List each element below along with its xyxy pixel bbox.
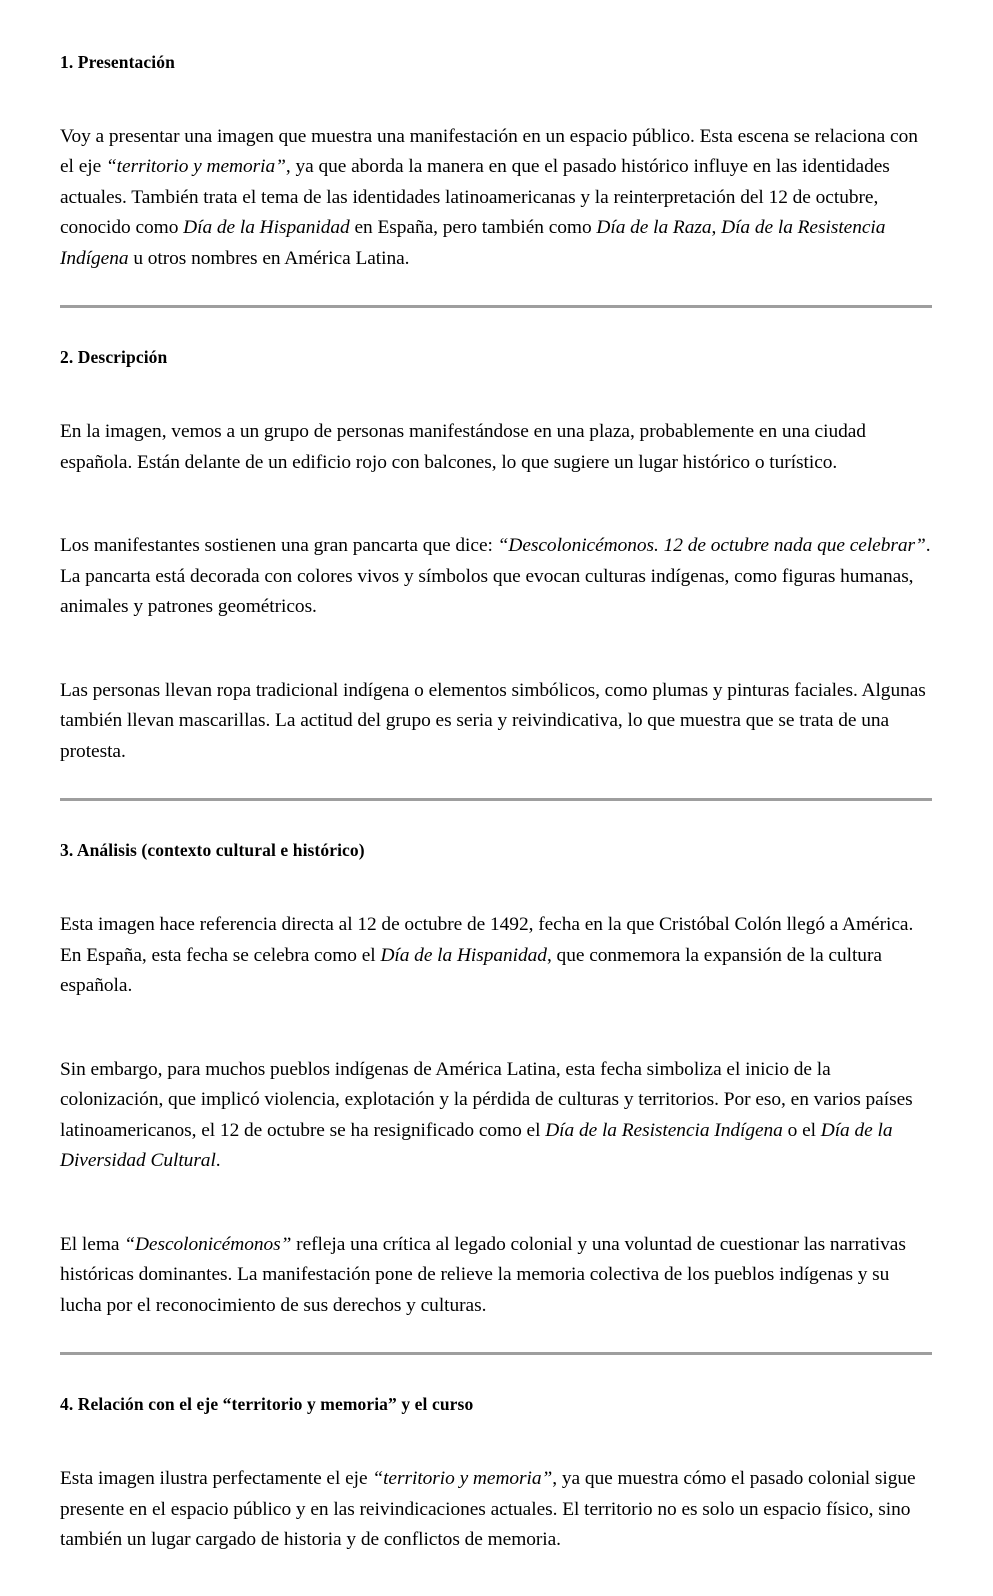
italic-run: Día de la Hispanidad — [183, 217, 350, 239]
text-run: Esta imagen hace referencia directa al 12 de octubre de 1492, fecha en la que Cristóbal Colón llegó a América. En España, esta fecha se celebra como el — [60, 914, 914, 966]
paragraph — [60, 417, 933, 478]
paragraph — [60, 122, 933, 275]
italic-run: “territorio y memoria” — [105, 156, 286, 178]
italic-run: Día de la Hispanidad — [380, 944, 547, 966]
paragraph — [60, 676, 933, 768]
italic-run: “Descolonicémonos” — [124, 1233, 292, 1255]
heading-spacer — [60, 862, 933, 910]
section-heading-3: 3. Análisis (contexto cultural e histórico) — [60, 840, 365, 861]
text-run: , ya que aborda la manera en que el pasado histórico influye en las identidades actuales. También trata el tema de las identidades latinoamericanas y la reinterpretación del 12 de octubre, conocido como — [60, 156, 890, 239]
text-run: Sin embargo, para muchos pueblos indígenas de América Latina, esta fecha simboliza el inicio de la colonización, que implicó violencia, explotación y la pérdida de culturas y territorios. Por eso, en varios países latinoamericanos, el 12 de octubre se ha resignificado como el — [60, 1058, 913, 1141]
text-run: . La pancarta está decorada con colores vivos y símbolos que evocan culturas indígenas, como figuras humanas, animales y patrones geométricos. — [60, 535, 931, 618]
italic-run: Día de la Raza — [596, 217, 712, 239]
text-run: Las personas llevan ropa tradicional indígena o elementos simbólicos, como plumas y pinturas faciales. Algunas también llevan mascarillas. La actitud del grupo es seria y reivindicativa, lo que muestra que se trata de una protesta. — [60, 679, 926, 762]
text-run: En la imagen, vemos a un grupo de personas manifestándose en una plaza, probablemente en una ciudad española. Están delante de un edificio rojo con balcones, lo que sugiere un lugar histórico o turístico. — [60, 421, 866, 473]
text-run: Los manifestantes sostienen una gran pancarta que dice: — [60, 535, 498, 557]
text-run: . — [215, 1150, 221, 1172]
paragraph — [60, 1230, 933, 1322]
heading-spacer — [60, 369, 933, 417]
text-run: u otros nombres en América Latina. — [128, 247, 410, 269]
rule-spacer-bottom — [60, 1355, 933, 1394]
text-run: en España, pero también como — [349, 217, 597, 239]
text-run: o el — [782, 1119, 821, 1141]
heading-spacer — [60, 1416, 933, 1464]
rule-spacer-bottom — [60, 801, 933, 840]
paragraph — [60, 1055, 933, 1177]
text-run: , ya que muestra cómo el pasado colonial sigue presente en el espacio público y en las reivindicaciones actuales. El territorio no es solo un espacio físico, sino también un lugar cargado de historia y de conflictos de memoria. — [60, 1468, 916, 1550]
section-descripcion — [60, 347, 933, 767]
section-heading-1: 1. Presentación — [60, 52, 175, 72]
text-run: El lema — [60, 1233, 125, 1255]
italic-run: Día de la Resistencia Indígena — [545, 1119, 783, 1141]
text-run: , que conmemora la expansión de la cultura española. — [60, 944, 882, 997]
paragraph — [60, 531, 933, 623]
italic-run: “territorio y memoria” — [372, 1468, 553, 1489]
heading-spacer — [60, 74, 933, 122]
italic-run: Día de la Resistencia Indígena — [60, 217, 886, 269]
italic-run: “Descolonicémonos. 12 de octubre nada que celebrar” — [497, 535, 926, 557]
section-presentacion — [60, 52, 933, 274]
section-heading-4: 4. Relación con el eje “territorio y memoria” y el curso — [60, 1394, 474, 1415]
rule-spacer-top — [60, 1321, 933, 1352]
section-relacion-eje — [60, 1394, 933, 1555]
italic-run: Día de la Diversidad Cultural — [60, 1119, 893, 1172]
text-run: Voy a presentar una imagen que muestra una manifestación en un espacio público. Esta escena se relaciona con el eje — [60, 125, 918, 178]
text-run: , — [711, 217, 722, 239]
rule-spacer-top — [60, 767, 933, 798]
paragraph — [60, 1464, 933, 1556]
rule-spacer-bottom — [60, 308, 933, 347]
section-heading-2: 2. Descripción — [60, 347, 168, 368]
text-run: Esta imagen ilustra perfectamente el eje — [60, 1468, 373, 1489]
text-run: refleja una crítica al legado colonial y una voluntad de cuestionar las narrativas históricas dominantes. La manifestación pone de relieve la memoria colectiva de los pueblos indígenas y su lucha por el reconocimiento de sus derechos y culturas. — [60, 1233, 906, 1316]
section-analisis — [60, 840, 933, 1321]
paragraph — [60, 910, 933, 1002]
rule-spacer-top — [60, 274, 933, 305]
